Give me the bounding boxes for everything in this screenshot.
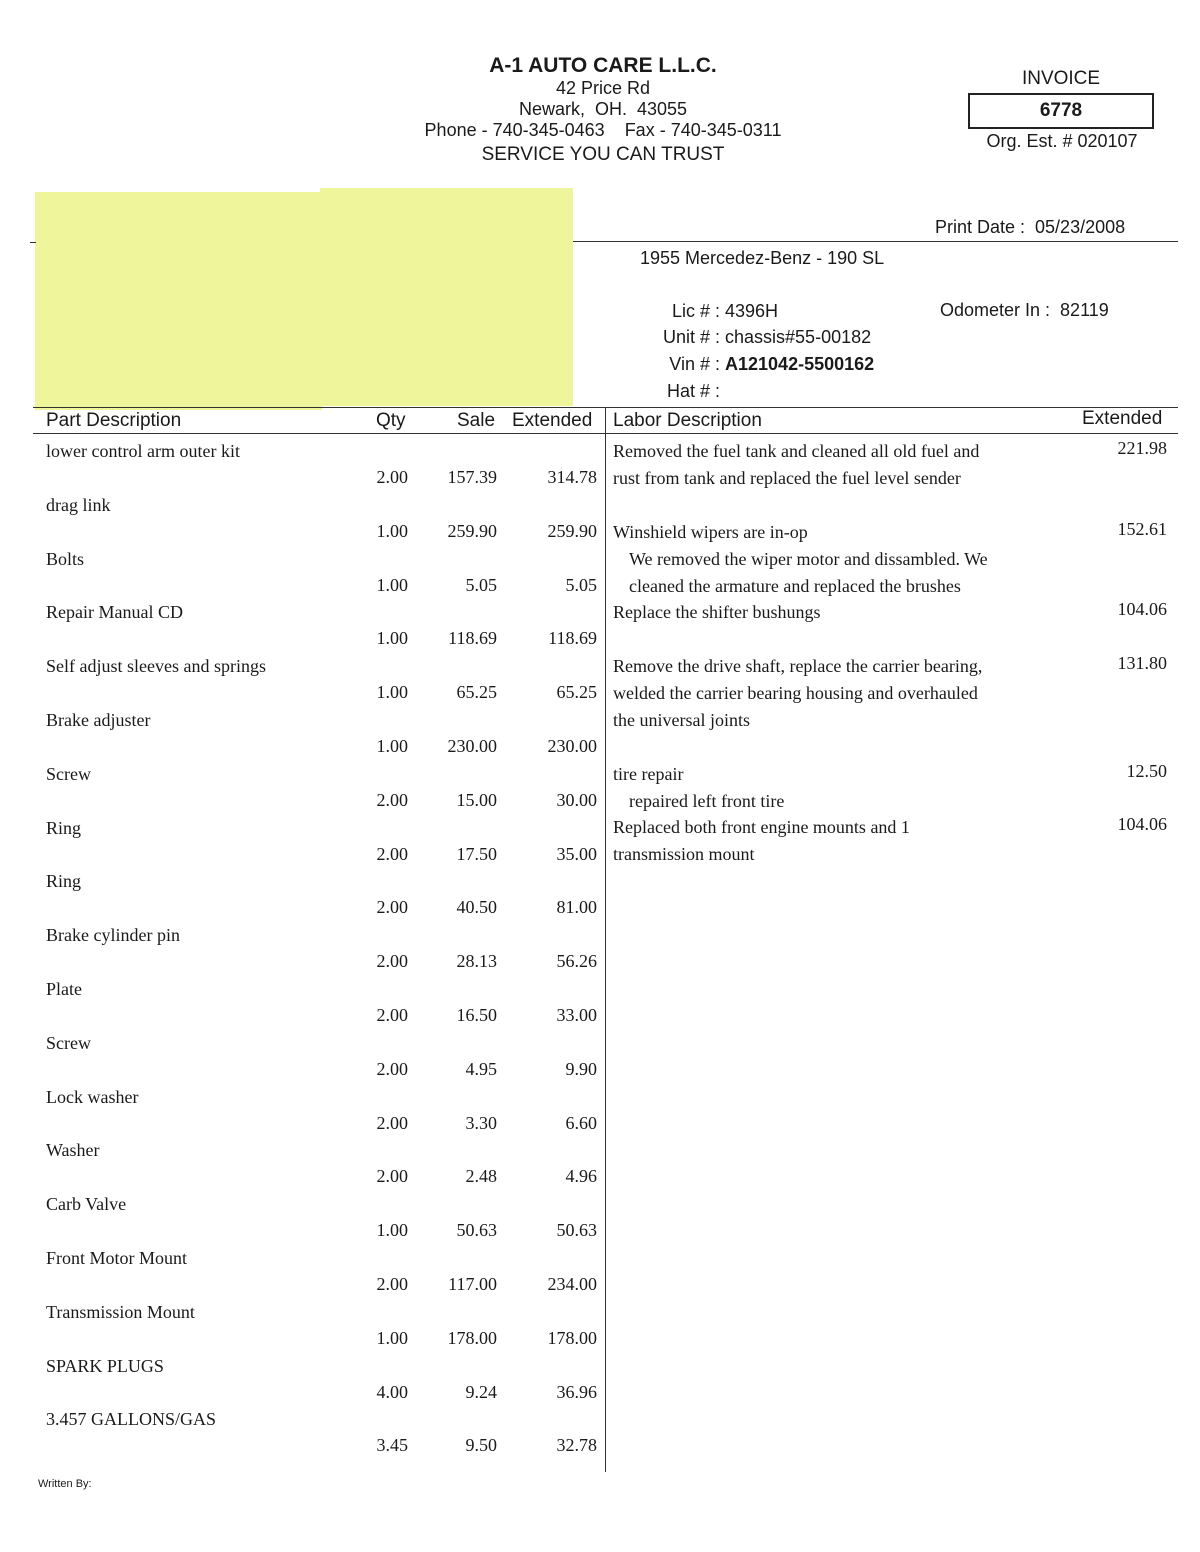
company-name: A-1 AUTO CARE L.L.C. — [489, 54, 717, 77]
part-qty: 2.00 — [376, 1274, 408, 1294]
part-extended: 35.00 — [556, 843, 597, 864]
labor-amount: 221.98 — [1117, 438, 1167, 458]
part-description: SPARK PLUGS — [46, 1355, 164, 1376]
part-qty: 1.00 — [376, 574, 408, 595]
part-row — [0, 1140, 605, 1194]
labor-detail-line: cleaned the armature and replaced the brushes — [629, 576, 961, 596]
part-description: 3.457 GALLONS/GAS — [46, 1409, 217, 1430]
col-labor-extended: Extended — [1082, 408, 1163, 429]
company-header — [380, 54, 826, 167]
col-labor-description: Labor Description — [613, 410, 762, 431]
part-description: Washer — [46, 1140, 100, 1161]
labor-description-line: the universal joints — [613, 710, 750, 730]
labor-item — [613, 519, 988, 600]
part-sale-price: 65.25 — [456, 682, 497, 703]
part-extended: 118.69 — [548, 628, 597, 649]
col-sale: Sale — [457, 410, 496, 431]
labor-amount: 104.06 — [1117, 599, 1167, 619]
unit-value: chassis#55-00182 — [725, 327, 872, 347]
labor-amount: 12.50 — [1126, 761, 1167, 781]
part-extended: 50.63 — [556, 1220, 597, 1241]
part-extended: 56.26 — [556, 951, 597, 972]
part-sale-price: 4.95 — [465, 1058, 497, 1079]
part-sale-price: 117.00 — [448, 1274, 497, 1294]
part-extended: 36.96 — [556, 1381, 597, 1402]
part-description: Lock washer — [46, 1086, 139, 1107]
part-description: Bolts — [46, 548, 85, 569]
hat-label: Hat # : — [666, 381, 720, 401]
part-row — [0, 1033, 605, 1087]
part-sale-price: 9.50 — [465, 1435, 497, 1456]
labor-description-line: Removed the fuel tank and cleaned all old fuel and — [613, 441, 980, 461]
vin-row — [640, 354, 874, 375]
part-extended: 6.60 — [565, 1112, 597, 1133]
labor-description-line: Remove the drive shaft, replace the carrier bearing, — [613, 656, 983, 676]
part-description: drag link — [46, 494, 111, 515]
part-row — [0, 1087, 605, 1141]
invoice-number: 6778 — [968, 93, 1154, 129]
part-description: Carb Valve — [46, 1194, 127, 1215]
part-sale-price: 40.50 — [456, 897, 497, 918]
labor-detail-line: repaired left front tire — [629, 791, 785, 811]
part-sale-price: 157.39 — [447, 467, 497, 487]
part-extended: 178.00 — [547, 1327, 597, 1348]
part-row — [0, 441, 605, 495]
sticky-note-redaction-right — [320, 188, 573, 406]
part-sale-price: 28.13 — [456, 951, 497, 972]
labor-detail-line: We removed the wiper motor and dissambled. We — [629, 549, 988, 569]
part-description: Screw — [46, 1032, 91, 1053]
license-row — [640, 301, 778, 322]
license-label: Lic # : — [671, 301, 720, 321]
part-extended: 314.78 — [547, 467, 597, 487]
labor-description-line: welded the carrier bearing housing and overhauled — [613, 683, 978, 703]
labor-description-line: Winshield wipers are in-op — [613, 522, 808, 542]
part-qty: 2.00 — [376, 1112, 408, 1133]
labor-item — [613, 761, 784, 815]
vehicle-name: 1955 Mercedez-Benz - 190 SL — [640, 248, 885, 268]
part-row — [0, 871, 605, 925]
part-extended: 81.00 — [556, 897, 597, 918]
unit-label: Unit # : — [662, 327, 720, 347]
part-sale-price: 3.30 — [465, 1112, 497, 1133]
labor-item — [613, 438, 979, 492]
company-address-city: Newark, OH. 43055 — [518, 99, 688, 119]
part-row — [0, 710, 605, 764]
labor-item — [613, 653, 982, 734]
part-extended: 4.96 — [565, 1166, 597, 1187]
part-description: Transmission Mount — [46, 1301, 195, 1322]
labor-amount: 152.61 — [1117, 519, 1167, 539]
part-qty: 4.00 — [376, 1381, 408, 1402]
part-sale-price: 5.05 — [465, 574, 497, 595]
part-extended: 9.90 — [565, 1058, 597, 1079]
company-slogan: SERVICE YOU CAN TRUST — [481, 144, 725, 165]
part-qty: 2.00 — [376, 467, 408, 487]
vehicle-section-top-rule — [573, 241, 1178, 242]
hat-row — [640, 381, 720, 402]
part-row — [0, 1194, 605, 1248]
part-description: Brake cylinder pin — [46, 925, 180, 946]
part-qty: 2.00 — [376, 843, 408, 864]
part-extended: 32.78 — [556, 1435, 597, 1456]
part-sale-price: 50.63 — [456, 1220, 497, 1241]
part-extended: 65.25 — [556, 682, 597, 703]
part-qty: 3.45 — [376, 1435, 408, 1456]
part-extended: 5.05 — [565, 574, 597, 595]
part-qty: 2.00 — [376, 951, 408, 972]
org-estimate-number: Org. Est. # 020107 — [986, 131, 1138, 151]
part-qty: 2.00 — [376, 1058, 408, 1079]
part-row — [0, 925, 605, 979]
part-row — [0, 1356, 605, 1410]
part-row — [0, 656, 605, 710]
col-part-description: Part Description — [46, 410, 182, 431]
company-phone-fax: Phone - 740-345-0463 Fax - 740-345-0311 — [424, 120, 782, 140]
part-qty: 2.00 — [376, 1166, 408, 1187]
part-extended: 234.00 — [547, 1274, 597, 1294]
part-sale-price: 118.69 — [448, 628, 497, 649]
part-qty: 2.00 — [376, 897, 408, 918]
part-row — [0, 1409, 605, 1463]
part-qty: 1.00 — [376, 736, 408, 756]
part-description: Plate — [46, 979, 82, 999]
part-sale-price: 9.24 — [465, 1381, 497, 1402]
header-rule-left-stub — [30, 242, 36, 243]
part-sale-price: 259.90 — [447, 520, 497, 541]
vin-label: Vin # : — [669, 354, 720, 374]
license-value: 4396H — [725, 301, 779, 321]
part-description: Ring — [46, 871, 82, 892]
sticky-note-redaction-left — [35, 192, 322, 410]
part-row — [0, 602, 605, 656]
part-qty: 1.00 — [376, 628, 408, 649]
part-extended: 33.00 — [556, 1005, 597, 1025]
col-qty: Qty — [376, 410, 406, 431]
written-by-label: Written By: — [38, 1478, 92, 1490]
part-sale-price: 16.50 — [456, 1005, 497, 1025]
labor-item — [613, 599, 820, 626]
part-row — [0, 979, 605, 1033]
part-description: Brake adjuster — [46, 710, 151, 730]
part-sale-price: 178.00 — [447, 1327, 497, 1348]
part-description: Screw — [46, 763, 91, 784]
labor-description-line: tire repair — [613, 764, 684, 784]
part-description: Front Motor Mount — [46, 1248, 188, 1268]
part-sale-price: 230.00 — [447, 736, 497, 756]
labor-description-line: Replace the shifter bushungs — [613, 602, 821, 622]
odometer-in: Odometer In : 82119 — [940, 300, 1109, 320]
labor-description-line: Replaced both front engine mounts and 1 — [613, 817, 910, 837]
part-qty: 1.00 — [376, 682, 408, 703]
part-extended: 259.90 — [547, 520, 597, 541]
part-row — [0, 818, 605, 872]
part-description: lower control arm outer kit — [46, 441, 240, 461]
unit-row — [640, 327, 871, 348]
invoice-label: INVOICE — [1021, 68, 1101, 89]
part-qty: 1.00 — [376, 1327, 408, 1348]
part-sale-price: 2.48 — [465, 1166, 497, 1187]
part-qty: 1.00 — [376, 1220, 408, 1241]
vin-value: A121042-5500162 — [725, 354, 875, 374]
labor-description-line: rust from tank and replaced the fuel level sender — [613, 468, 961, 488]
part-row — [0, 495, 605, 549]
labor-description-line: transmission mount — [613, 844, 755, 864]
col-extended: Extended — [512, 410, 593, 431]
labor-item — [613, 814, 910, 868]
parts-labor-divider — [605, 408, 606, 1472]
part-sale-price: 15.00 — [456, 789, 497, 810]
part-qty: 1.00 — [376, 520, 408, 541]
part-description: Ring — [46, 817, 82, 838]
part-row — [0, 549, 605, 603]
print-date: Print Date : 05/23/2008 — [935, 217, 1126, 237]
part-row — [0, 1248, 605, 1302]
labor-amount: 104.06 — [1117, 814, 1167, 834]
part-qty: 2.00 — [376, 789, 408, 810]
part-sale-price: 17.50 — [456, 843, 497, 864]
part-description: Self adjust sleeves and springs — [46, 656, 266, 677]
part-row — [0, 1302, 605, 1356]
part-row — [0, 764, 605, 818]
labor-amount: 131.80 — [1117, 653, 1167, 673]
company-address-street: 42 Price Rd — [555, 78, 651, 98]
part-description: Repair Manual CD — [46, 602, 183, 623]
part-extended: 230.00 — [547, 736, 597, 756]
part-qty: 2.00 — [376, 1005, 408, 1025]
part-extended: 30.00 — [556, 789, 597, 810]
